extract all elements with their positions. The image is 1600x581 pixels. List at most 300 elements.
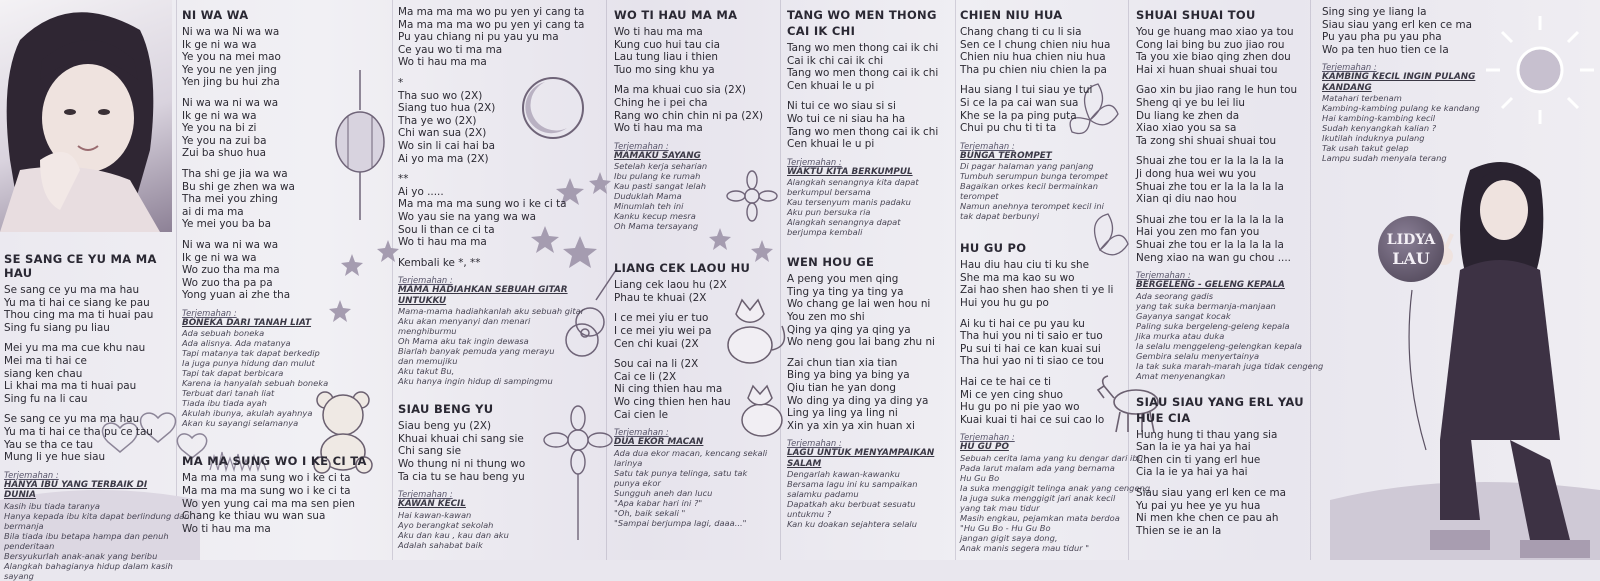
stanza-gap [787, 349, 955, 357]
translation-line: Matahari terbenam [1322, 93, 1402, 104]
lyrics-block [1322, 6, 1502, 56]
translation-line: Ada sebuah boneka [182, 328, 265, 339]
lyric-line: Pu yau pha pu yau pha [1322, 31, 1442, 44]
translation-title: HU GU PO [960, 442, 1009, 453]
translation-line: Sudah kenyangkah kalian ? [1322, 123, 1437, 134]
lyric-line: Bu shi ge zhen wa wa [182, 180, 295, 193]
lyric-line: Sing fu na li cau [4, 392, 88, 405]
translation-line: Gembira selalu menyertainya [1136, 350, 1260, 361]
translation-line: Bagaikan orkes kecil bermainkan [960, 181, 1098, 192]
lyric-line: Xiao xiao you sa sa [1136, 122, 1237, 135]
translation-label: Terjemahan : [787, 438, 842, 449]
translation-label: Terjemahan : [398, 489, 453, 500]
translation-line: dan memujiku [398, 356, 458, 367]
song-title-line-2: HUE CIA [1136, 410, 1191, 425]
lyrics-block [182, 26, 390, 302]
lyric-line: Mei ma ti hai ce [4, 354, 87, 367]
translation-line: Ada dua ekor macan, kencang sekali [614, 447, 768, 458]
lyric-line: Wo ti hau ma ma [398, 236, 487, 249]
translation-line: Hai kawan-kawan [398, 509, 472, 520]
translation-line: Tak usah takut gelap [1322, 143, 1409, 154]
lyric-line: Xin ya xin ya xin huan xi [787, 419, 915, 432]
lyric-line: Neng xiao na wan gu chou .... [1136, 251, 1291, 264]
translation-line: Sebuah cerita lama yang ku dengar dari ibu [960, 452, 1143, 463]
lyric-line: She ma ma kao su wo [960, 271, 1075, 284]
stanza-gap [614, 76, 782, 84]
lyrics-block [960, 26, 1128, 135]
translation-line: Anak manis segera mau tidur " [960, 542, 1090, 553]
translation-line: menghiburmu [398, 326, 457, 337]
translation-line: Mama-mama hadiahkanlah aku sebuah gitar [398, 306, 585, 317]
lyric-line: Wo sin li cai hai ba [398, 139, 495, 152]
lyric-line: Hui you hu gu po [960, 297, 1049, 310]
lyric-line: siang ken chau [4, 367, 83, 380]
lyric-line: Ni tui ce wo siau si si [787, 100, 896, 113]
lyric-line: Kembali ke *, ** [398, 256, 481, 269]
translation-line: Paling suka bergeleng-geleng kepala [1136, 320, 1290, 331]
lyric-line: Tang wo men thong cai ik chi [787, 125, 939, 138]
lyric-line: Mei yu ma ma cue khu nau [4, 342, 146, 355]
lyric-line: Qing ya qing ya qing ya [787, 323, 911, 336]
sun-icon [1486, 16, 1594, 124]
lyric-line: Cai ce li (2X [614, 370, 677, 383]
translation-title: MAMA HADIAHKAN SEBUAH GITAR UNTUKKU [398, 285, 568, 306]
song-title: HU GU PO [960, 241, 1027, 256]
lyric-line: Mung li ye hue siau [4, 451, 106, 464]
lyric-line: Hai ce te hai ce ti [960, 376, 1052, 388]
translation-line: Amat menyenangkan [1136, 370, 1226, 381]
translation-line: Setelah kerja seharian [614, 161, 708, 172]
translation-label: Terjemahan : [4, 469, 59, 480]
lyric-line: Sheng qi ye bu lei liu [1136, 96, 1246, 109]
translation-line: Ia tak suka marah-marah juga tidak cengeng [1136, 360, 1324, 371]
lyric-line: I ce mei yiu wei pa [614, 325, 712, 338]
translation-label: Terjemahan : [1136, 270, 1191, 281]
lyrics-block [4, 284, 178, 464]
translation-line: "Apa kabar hari ini ?" [614, 497, 703, 508]
song-column-4 [614, 6, 782, 528]
translation-line: Alangkah senangnya dapat [787, 217, 901, 228]
translation-line: Kanku kecup mesra [614, 211, 696, 222]
translation-line: Aku dan kau , kau dan aku [398, 529, 509, 540]
lyric-line: Shuai zhe tou er la la la la la [1136, 238, 1284, 251]
song-column-1 [4, 250, 190, 581]
lyric-line: Ta you xie biao qing zhen dou [1136, 51, 1291, 64]
translation-line: Jika murka atau duka [1136, 330, 1225, 341]
lyric-line: Wo chang ge lai wen hou ni [787, 298, 931, 311]
lyric-line: Se sang ce yu ma ma hau [4, 284, 140, 296]
stanza-gap [1136, 479, 1316, 487]
lyric-line: Wo thung ni ni thung wo [398, 458, 526, 471]
translation-block [960, 161, 1128, 221]
translation-line: yang tak mau tidur [960, 502, 1040, 513]
song-title: SIAU BENG YU [398, 402, 494, 417]
lyric-line: Ma ma ma ma wo pu yen yi cang ta [398, 18, 585, 31]
lyric-line: Ye you na bi zi [182, 122, 257, 135]
translation-line: Di pagar halaman yang panjang [960, 161, 1094, 172]
translation-line: Masih engkau, pejamkan mata berdoa [960, 512, 1120, 523]
translation-label: Terjemahan : [398, 275, 453, 286]
lyric-line: Ai ku ti hai ce pu yau ku [960, 317, 1085, 330]
lyric-line: Lau tung liau i thien [614, 51, 718, 64]
lyric-line: Chien niu hua chien niu hua [960, 51, 1106, 64]
translation-line: Terbuat dari tanah liat [182, 388, 275, 399]
stanza-gap [398, 69, 604, 77]
lyric-line: Cen chi kuai (2X [614, 337, 699, 350]
lyrics-block [398, 6, 604, 269]
translation-line: Hu Gu Bo [960, 472, 1000, 483]
translation-block [1136, 290, 1324, 381]
lyric-line: Ji dong hua wei wu you [1136, 167, 1257, 180]
lyric-line: Liang cek laou hu (2X [614, 279, 727, 292]
lyric-line: Siau beng yu (2X) [398, 420, 492, 433]
translation-line: "Oh, baik sekali " [614, 507, 686, 518]
svg-text:LIDYA: LIDYA [1386, 232, 1436, 248]
translation-line: Tapi matanya tak dapat berkedip [182, 348, 320, 359]
lyric-line: Ma ma ma ma wo pu yen yi cang ta [398, 6, 585, 18]
lyric-line: Ni cing thien hau ma [614, 383, 723, 396]
translation-line: Akulah ibunya, akulah ayahnya [182, 408, 313, 419]
lyric-line: Tha suo wo (2X) [398, 89, 483, 102]
lyric-line: You zen mo shi [787, 311, 865, 324]
lyrics-block [787, 273, 955, 432]
translation-block [614, 161, 782, 231]
translation-line: Hai kambing-kambing kecil [1322, 113, 1436, 124]
translation-line: Karena ia hanyalah sebuah boneka [182, 378, 329, 389]
translation-line: Alangkah senangnya kita dapat [787, 177, 919, 188]
lyrics-block [960, 259, 1128, 426]
stanza-gap [614, 304, 782, 312]
lyric-line: Chui pu chu ti ti ta [960, 122, 1057, 135]
lyric-line: Li khai ma ma ti huai pau [4, 380, 137, 393]
lyric-line: Wo neng gou lai bang zhu ni [787, 336, 935, 349]
lyric-line: Se sang ce yu ma ma hau [4, 413, 140, 426]
lyric-line: Du liang ke zhen da [1136, 109, 1240, 122]
translation-line: Dengarlah kawan-kawanku [787, 469, 900, 480]
lyric-line: Ma ma ma ma sung wo i ke ci ta [182, 472, 351, 485]
translation-title: BERGELENG - GELENG KEPALA [1136, 280, 1285, 291]
stanza-gap [1136, 76, 1316, 84]
lyric-line: Ni wa wa ni wa wa [182, 238, 279, 251]
translation-line: Kasih ibu tiada taranya [4, 500, 100, 511]
lyric-line: Yong yuan ai zhe tha [182, 289, 291, 302]
translation-line: Ikutilah induknya pulang [1322, 133, 1425, 144]
translation-line: Ia selalu menggeleng-gelengkan kepala [1136, 340, 1302, 351]
lyric-line: Ye you ne yen jing [182, 63, 277, 76]
lyric-line: San la ie ya hai ya hai [1136, 441, 1251, 454]
lyric-line: Si ce la pa cai wan sua [960, 96, 1079, 109]
translation-line: Aku hanya ingin hidup di sampingmu [398, 376, 553, 387]
translation-line: tak dapat berbunyi [960, 211, 1040, 222]
translation-line: Ada seorang gadis [1136, 290, 1214, 301]
translation-block [614, 448, 782, 528]
translation-line: Ia juga punya hidung dan mulut [182, 358, 315, 369]
translation-title-line-2: KANDANG [1322, 82, 1372, 93]
translation-label: Terjemahan : [787, 156, 842, 167]
translation-title: KAMBING KECIL INGIN PULANG [1322, 72, 1476, 83]
lyric-line: Tha ye wo (2X) [398, 114, 477, 127]
lyric-line: Ai yo ..... [398, 185, 444, 198]
translation-label: Terjemahan : [1322, 62, 1377, 73]
translation-block [960, 452, 1151, 553]
lyric-line: Wo ti hau ma ma [614, 26, 703, 38]
translation-line: Bila tiada ibu betapa hampa dan penuh [4, 530, 169, 541]
translation-line: Bersyukurlah anak-anak yang beribu [4, 550, 158, 561]
lyric-line: Yau se tha ce tau [4, 438, 94, 451]
translation-block [787, 177, 955, 237]
stanza-gap [787, 92, 955, 100]
lyric-line: Zai hao shen hao shen ti ye li [960, 284, 1114, 297]
song-column-3 [398, 6, 604, 550]
lyrics-block [1136, 429, 1316, 538]
lyrics-block [398, 420, 604, 483]
song-title-line-2: CAI IK CHI [787, 24, 856, 38]
translation-line: Kan ku doakan sejahtera selalu [787, 519, 917, 530]
translation-line: Bersama lagu ini ku sampaikan [787, 479, 918, 490]
lyric-line: Shuai zhe tou er la la la la la [1136, 155, 1284, 168]
lyric-line: Ching he i pei cha [614, 96, 708, 109]
lyric-line: Sen ce I chung chien niu hua [960, 38, 1111, 51]
lyric-line: Cong lai bing bu zuo jiao rou [1136, 38, 1285, 51]
lyric-line: Wo yau sie na yang wa wa [398, 210, 537, 223]
lyric-line: Ik ge ni wa wa [182, 251, 257, 264]
translation-label: Terjemahan : [182, 307, 237, 318]
translation-line: yang tak suka bermanja-manjaan [1136, 300, 1276, 311]
lyric-line: Ik ge ni wa wa [182, 109, 257, 122]
lyric-line: Shuai zhe tou er la la la la la [1136, 213, 1284, 226]
lyric-line: Ma ma ma ma sung wo i ke ci ta [398, 198, 567, 211]
lyric-line: Wo cing thien hen hau [614, 396, 731, 408]
lyric-line: Yu ma ti hai ce siang ke pau [4, 296, 150, 309]
lyric-line: Khe se la pa ping puta [960, 109, 1077, 122]
lyric-line: Mi ce yen cing shuo [960, 388, 1064, 401]
translation-label: Terjemahan : [614, 427, 669, 438]
lyric-line: Yu pai yu hee ye yu hua [1136, 499, 1261, 512]
translation-line: Aku takut Bu, [398, 366, 455, 377]
lyric-line: ai di ma ma [182, 205, 244, 218]
lyric-line: Ni wa wa ni wa wa [182, 96, 279, 109]
lyric-line: Siau siau yang erl ken ce ma [1136, 486, 1286, 499]
translation-line: Minumlah teh ini [614, 201, 684, 212]
lyric-line: Siau siau yang erl ken ce ma [1322, 18, 1472, 31]
translation-line: Hanya kepada ibu kita dapat berlindung dan [4, 510, 190, 521]
lyric-line: Ni men khe chen ce pau ah [1136, 512, 1279, 525]
translation-title: HANYA IBU YANG TERBAIK DI DUNIA [4, 479, 148, 501]
lyric-line: Qiu tian he yan dong [787, 382, 896, 394]
song-column-2 [182, 6, 390, 535]
lyric-line: Phau te khuai (2X [614, 291, 707, 304]
lyrics-block [1136, 26, 1316, 264]
translation-title: LAGU UNTUK MENYAMPAIKAN [787, 448, 935, 459]
lyrics-block [787, 42, 955, 151]
stanza-gap [960, 368, 1128, 376]
lyrics-block [182, 472, 390, 535]
translation-line: berkumpul bersama [787, 187, 871, 198]
lyric-line: Hu gu po ni pie yao wo [960, 401, 1080, 414]
lyric-line: Chi wan sua (2X) [398, 127, 487, 140]
translation-line: Kambing-kambing pulang ke kandang [1322, 103, 1480, 114]
lyric-line: Wo ti hau ma ma [614, 122, 703, 135]
translation-title: DUA EKOR MACAN [614, 437, 704, 448]
song-title: NI WA WA [182, 8, 249, 22]
lyric-line: Ling ya ling ya ling ni [787, 407, 898, 420]
translation-line: Dapatkah aku berbuat sesuatu [787, 499, 916, 510]
lyric-line: Pu yau chiang ni pu yau yu ma [398, 31, 559, 44]
lyric-line: Xian qi diu nao hou [1136, 193, 1237, 206]
lyric-line: Thien se ie an la [1136, 524, 1222, 537]
translation-title: MAMAKU SAYANG [614, 150, 701, 161]
lyric-line: Sou li than ce ci ta [398, 223, 495, 236]
lyric-line: Ma ma ma ma sung wo i ke ci ta [182, 484, 351, 497]
lyric-line: Rang wo chin chin ni pa (2X) [614, 109, 764, 122]
stanza-gap [398, 249, 604, 257]
translation-line: Tapi tak dapat berbicara [182, 368, 284, 379]
lyric-line: Hau diu hau ciu ti ku she [960, 259, 1090, 272]
lyric-line: Wo tui ce ni siau ha ha [787, 112, 906, 125]
lyric-line: Hai you zen mo fan you [1136, 226, 1260, 239]
translation-line: Oh Mama aku tak ingin dewasa [398, 336, 529, 347]
lyric-line: Tha hui you ni ti saio er tuo [960, 330, 1103, 343]
lyric-line: Yu ma ti hai ce tha pu ce tau [4, 425, 153, 438]
translation-line: punya ekor [614, 477, 661, 488]
translation-block [398, 306, 604, 386]
translation-line: salamku padamu [787, 489, 859, 500]
translation-line: Lampu sudah menyala terang [1322, 153, 1447, 164]
lyrics-block [614, 279, 782, 421]
translation-line: Ibu pulang ke rumah [614, 171, 701, 182]
translation-line: Ia suka menggigit telinga anak yang cengeng [960, 482, 1151, 493]
translation-line: sayang [4, 570, 34, 581]
song-title: CHIEN NIU HUA [960, 8, 1063, 22]
translation-line: untukmu ? [787, 509, 832, 520]
lyric-line: Tuo mo sing khu ya [614, 63, 715, 76]
translation-line: jangan gigit saya dong, [960, 532, 1058, 543]
translation-line: Gayanya sangat kocak [1136, 310, 1231, 321]
lyric-line: Ni wa wa Ni wa wa [182, 26, 280, 38]
lyric-line: Wo ding ya ding ya ding ya [787, 394, 929, 407]
lyric-line: Wo zuo tha pa pa [182, 276, 273, 289]
translation-line: Kau tersenyum manis padaku [787, 197, 911, 208]
song-title: SHUAI SHUAI TOU [1136, 8, 1256, 22]
translation-label: Terjemahan : [614, 140, 669, 151]
translation-line: Kau pasti sangat lelah [614, 181, 706, 192]
translation-line: Satu tak punya telinga, satu tak [614, 467, 748, 478]
lyric-line: Kuai kuai ti hai ce sui cao lo [960, 413, 1105, 426]
translation-line: Adalah sahabat baik [398, 539, 483, 550]
lyric-line: Wo ti hau ma ma [182, 522, 271, 535]
stanza-gap [4, 405, 178, 413]
lyric-line: Zai chun tian xia tian [787, 356, 898, 369]
lyric-line: Ik ge ni wa wa [182, 38, 257, 51]
lyric-line: Chen cin ti yang erl hue [1136, 453, 1261, 466]
translation-title-line-2: SALAM [787, 458, 822, 469]
girl-photo-left [0, 0, 172, 232]
stanza-gap [182, 89, 390, 97]
lyric-line: Tha shi ge jia wa wa [182, 167, 288, 180]
translation-line: Aku akan menyanyi dan menari [398, 316, 531, 327]
lyric-line: Chang ke thiau wu wan sua [182, 510, 326, 523]
song-column-5 [787, 6, 955, 529]
lyric-line: A peng you men qing [787, 273, 899, 286]
translation-line: Oh Mama tersayang [614, 221, 699, 232]
lyric-line: Tha hui yao ni ti siao ce tou [960, 355, 1104, 368]
lyric-line: Siang tuo hua (2X) [398, 102, 496, 115]
song-title: SIAU SIAU YANG ERL YAU [1136, 394, 1304, 409]
translation-line: Duduklah Mama [614, 191, 682, 202]
translation-line: Ia juga suka menggigit jari anak kecil [960, 492, 1116, 503]
song-title: SE SANG CE YU MA MA HAU [4, 252, 157, 280]
translation-label: Terjemahan : [960, 140, 1015, 151]
translation-title: BUNGA TEROMPET [960, 150, 1052, 161]
song-column-8 [1322, 6, 1502, 163]
lyric-line: Kung cuo hui tau cia [614, 38, 720, 51]
lyric-line: Wo zuo tha ma ma [182, 264, 280, 277]
artist-logo [1378, 216, 1444, 282]
lyric-line: Yen jing bu hui zha [182, 76, 280, 89]
lyric-line: ** [398, 173, 409, 186]
stanza-gap [1136, 206, 1316, 214]
lyric-line: Thou cing ma ma ti huai pau [4, 309, 154, 322]
lyric-line: Zui ba shuo hua [182, 147, 266, 160]
lyric-line: Hung hung ti thau yang sia [1136, 428, 1278, 441]
lyric-line: Bing ya bing ya bing ya [787, 369, 910, 382]
lyric-line: Ma ma khuai cuo sia (2X) [614, 84, 746, 97]
lyric-line: Ta zong shi shuai shuai tou [1136, 134, 1277, 147]
translation-line: bermanja [4, 520, 44, 531]
translation-line: Tumbuh serumpun bunga terompet [960, 171, 1108, 182]
song-title: LIANG CEK LAOU HU [614, 261, 751, 276]
lyric-line: Hai xi huan shuai shuai tou [1136, 63, 1278, 76]
song-title: MA MA SUNG WO I KE CI TA [182, 454, 367, 469]
stanza-gap [614, 350, 782, 358]
translation-block [1322, 93, 1502, 163]
translation-line: Alangkah bahagianya hidup dalam kasih [4, 560, 173, 571]
stanza-gap [4, 334, 178, 342]
translation-title: BONEKA DARI TANAH LIAT [182, 317, 312, 328]
lyric-line: Tha pu chien niu chien la pa [960, 63, 1107, 76]
translation-line: Namun anehnya terompet kecil ini [960, 201, 1104, 212]
translation-label: Terjemahan : [960, 432, 1015, 443]
translation-line: "Hu Gu Bo - Hu Gu Bo [960, 522, 1051, 533]
lyric-line: You ge huang mao xiao ya tou [1136, 26, 1294, 38]
stanza-gap [1136, 147, 1316, 155]
lyric-line: Wo pa ten huo tien ce la [1322, 43, 1449, 56]
lyric-line: Ce yau wo ti ma ma [398, 43, 503, 56]
translation-line: Akan ku sayangi selamanya [182, 418, 299, 429]
stanza-gap [182, 160, 390, 168]
translation-line: terompet [960, 191, 999, 202]
lyric-line: Ting ya ting ya ting ya [787, 285, 904, 298]
lyric-line: Tha mei you zhing [182, 193, 278, 206]
translation-line: penderitaan [4, 540, 55, 551]
translation-block [787, 469, 955, 529]
translation-title: KAWAN KECIL [398, 499, 466, 510]
song-column-6 [960, 6, 1151, 553]
lyric-line: Chang chang ti cu li sia [960, 26, 1082, 38]
lyric-line: Wo ti hau ma ma [398, 56, 487, 69]
lyric-line: Sing sing ye liang la [1322, 6, 1427, 18]
translation-block [4, 500, 190, 581]
lyric-line: Wo yen yung cai ma ma sen pien [182, 497, 355, 510]
lyric-line: Hau siang I tui siau ye tui [960, 84, 1093, 97]
translation-line: Ayo berangkat sekolah [398, 519, 494, 530]
translation-block [398, 510, 604, 550]
lyric-line: * [398, 76, 404, 89]
lyric-line: I ce mei yiu er tuo [614, 312, 709, 325]
lyric-line: Sou cai na li (2X [614, 358, 699, 371]
lyric-line: Gao xin bu jiao rang le hun tou [1136, 84, 1298, 97]
song-title: WO TI HAU MA MA [614, 8, 738, 22]
